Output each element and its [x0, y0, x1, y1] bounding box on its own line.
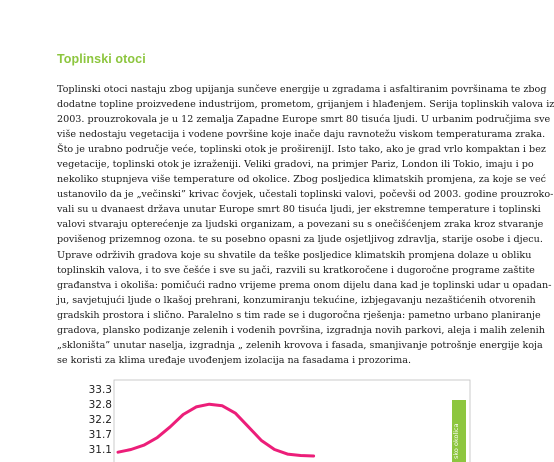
text-line: nekoliko stupnjeva više temperature od okolice. Zbog posljedica klimatskih promjena, za koje se već [57, 174, 547, 186]
y-tick-label: 32.2 [88, 414, 112, 426]
text-line: se koristi za klima uređaje uvođenjem izolacija na fasadama i prozorima. [57, 354, 412, 366]
text-line: više nedostaju vegetacija i vodene površine koje inače daju ravnotežu viskom temperaturama zraka. [57, 129, 546, 141]
text-line: ju, savjetujući ljude o lkašoj prehrani, konzumiranju tekućine, izbjegavanju nezaštićenih otvorenih [57, 294, 536, 306]
chart-frame [114, 380, 470, 462]
y-tick-label: 32.8 [88, 399, 112, 411]
text-line: toplinskih valova, i to sve češće i sve su jači, razvili su kratkoročene i dugoročne programe zaštite [57, 264, 535, 276]
text-line: „skloništa” unutar naselja, izgradnja „ zelenih krovova i fasada, smanjivanje potrošnje energije koja [57, 339, 543, 351]
text-line: povišenog prizemnog ozona. te su posebno opasni za ljude osjetljivog zdravlja, starije osobe i djecu. [57, 234, 543, 246]
text-line: građanstva i okoliša: pomičući radno vrijeme prema onom dijelu dana kad je toplinski udar u opadan- [57, 279, 552, 291]
body-text [57, 82, 554, 368]
band-label: sko okolica [452, 423, 460, 459]
text-line: valovi stvaraju opterećenje za ljudski organizam, a povezani su s onečišćenjem zraka kroz stvaranje [57, 219, 544, 231]
text-line: gradova, plansko podizanje zelenih i vodenih površina, izgradnja novih parkovi, aleja i malih zelenih [57, 324, 545, 336]
text-line: vali su u dvanaest država unutar Europe smrt 80 tisuća ljudi, jer ekstremne temperature i toplinski [57, 204, 541, 216]
y-tick-label: 31.1 [88, 444, 112, 456]
section-title: Toplinski otoci [57, 52, 146, 66]
series-line [118, 404, 314, 456]
paragraph-2 [57, 248, 552, 368]
y-tick-label: 33.3 [88, 384, 112, 396]
temperature-chart [56, 377, 480, 462]
text-line: Toplinski otoci nastaju zbog upijanja sunčeve energije u zgradama i asfaltiranim površinama te zbog [57, 84, 547, 95]
y-tick-label: 31.7 [88, 429, 112, 441]
text-line: dodatne topline proizvedene industrijom, prometom, grijanjem i hlađenjem. Serija toplinskih valova iz [57, 99, 554, 111]
text-line: Uprave održivih gradova koje su shvatile da teške posljedice klimatskih promjena dolaze u obliku [57, 249, 532, 261]
chart-green-band [452, 400, 466, 462]
paragraph-1 [57, 82, 554, 248]
chart-canvas [56, 377, 480, 462]
text-line: 2003. prouzrokovala je u 12 zemalja Zapadne Europe smrt 80 tisuća ljudi. U urbanim područjima sve [57, 114, 551, 126]
text-line: Što je urabno područje veće, toplinski otok je proširenijI. Isto tako, ako je grad vrlo kompaktan i bez [57, 144, 546, 156]
text-line: vegetacije, toplinski otok je izraženiji. Veliki gradovi, na primjer Pariz, London ili Tokio, imaju i po [57, 159, 534, 171]
text-line: gradskih prostora i slično. Paralelno s tim rade se i dugoročna rješenja: pametno urbano planiranje [57, 309, 541, 321]
text-line: ustanovilo da je „večinski” krivac čovjek, učestali toplinski valovi, počevši od 2003. godine prouzroko- [57, 189, 554, 201]
